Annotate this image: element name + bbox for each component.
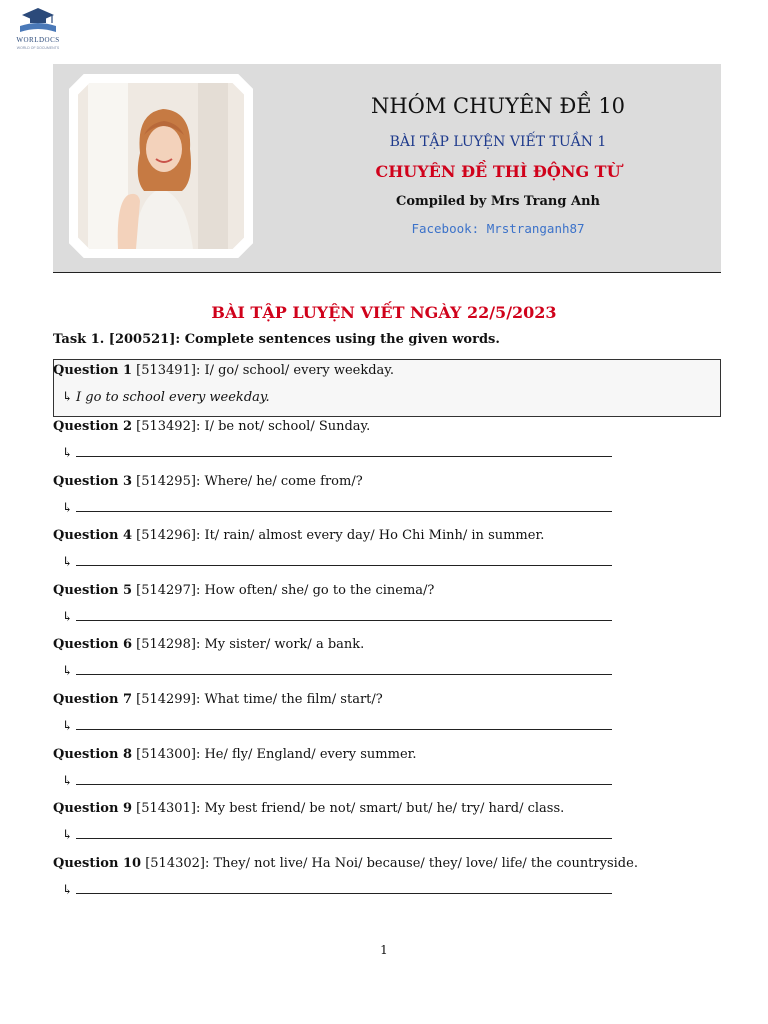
topic-title: CHUYÊN ĐỀ THÌ ĐỘNG TỪ	[375, 162, 621, 181]
arrow-icon: ↳	[62, 774, 73, 789]
arrow-icon: ↳	[62, 446, 73, 461]
question-3: Question 3 [514295]: Where/ he/ come from/?	[53, 474, 363, 489]
question-2: Question 2 [513492]: I/ be not/ school/ Sunday.	[53, 419, 371, 434]
arrow-icon: ↳	[62, 883, 73, 898]
worldocs-logo	[8, 6, 68, 52]
teacher-photo-frame	[69, 74, 253, 258]
compiled-by: Compiled by Mrs Trang Anh	[396, 194, 600, 209]
answer-line-3[interactable]	[62, 501, 612, 516]
answer-line-2[interactable]	[62, 446, 612, 461]
facebook-link[interactable]: Facebook: Mrstranganh87	[411, 221, 585, 236]
question-9: Question 9 [514301]: My best friend/ be not/ smart/ but/ he/ try/ hard/ class.	[53, 801, 565, 816]
sheet-title: BÀI TẬP LUYỆN VIẾT NGÀY 22/5/2023	[211, 303, 557, 322]
group-title: NHÓM CHUYÊN ĐỀ 10	[370, 94, 626, 118]
page-number: 1	[380, 943, 388, 957]
answer-line-7[interactable]	[62, 719, 612, 734]
question-1: Question 1 [513491]: I/ go/ school/ every weekday.	[53, 363, 395, 378]
graduation-cap-book-icon	[8, 6, 68, 36]
question-4: Question 4 [514296]: It/ rain/ almost every day/ Ho Chi Minh/ in summer.	[53, 528, 545, 543]
week-subtitle: BÀI TẬP LUYỆN VIẾT TUẦN 1	[389, 134, 607, 150]
header-banner	[53, 64, 721, 273]
arrow-icon: ↳	[62, 828, 73, 843]
arrow-icon: ↳	[62, 390, 73, 405]
answer-line-8[interactable]	[62, 774, 612, 789]
question-7: Question 7 [514299]: What time/ the film/ start/?	[53, 692, 383, 707]
question-10: Question 10 [514302]: They/ not live/ Ha Noi/ because/ they/ love/ life/ the countryside.	[53, 856, 638, 871]
arrow-icon: ↳	[62, 664, 73, 679]
question-5: Question 5 [514297]: How often/ she/ go to the cinema/?	[53, 583, 435, 598]
arrow-icon: ↳	[62, 501, 73, 516]
arrow-icon: ↳	[62, 610, 73, 625]
arrow-icon: ↳	[62, 555, 73, 570]
arrow-icon: ↳	[62, 719, 73, 734]
answer-line-9[interactable]	[62, 828, 612, 843]
logo-text: WORLDOCS	[16, 36, 60, 44]
logo-subtext: WORLD OF DOCUMENTS	[16, 46, 60, 50]
answer-1: ↳ I go to school every weekday.	[62, 390, 270, 405]
question-8: Question 8 [514300]: He/ fly/ England/ every summer.	[53, 747, 417, 762]
question-6: Question 6 [514298]: My sister/ work/ a bank.	[53, 637, 365, 652]
teacher-photo	[78, 83, 244, 249]
answer-line-5[interactable]	[62, 610, 612, 625]
answer-line-4[interactable]	[62, 555, 612, 570]
answer-line-6[interactable]	[62, 664, 612, 679]
answer-line-10[interactable]	[62, 883, 612, 898]
task-instruction: Task 1. [200521]: Complete sentences using the given words.	[53, 332, 500, 347]
